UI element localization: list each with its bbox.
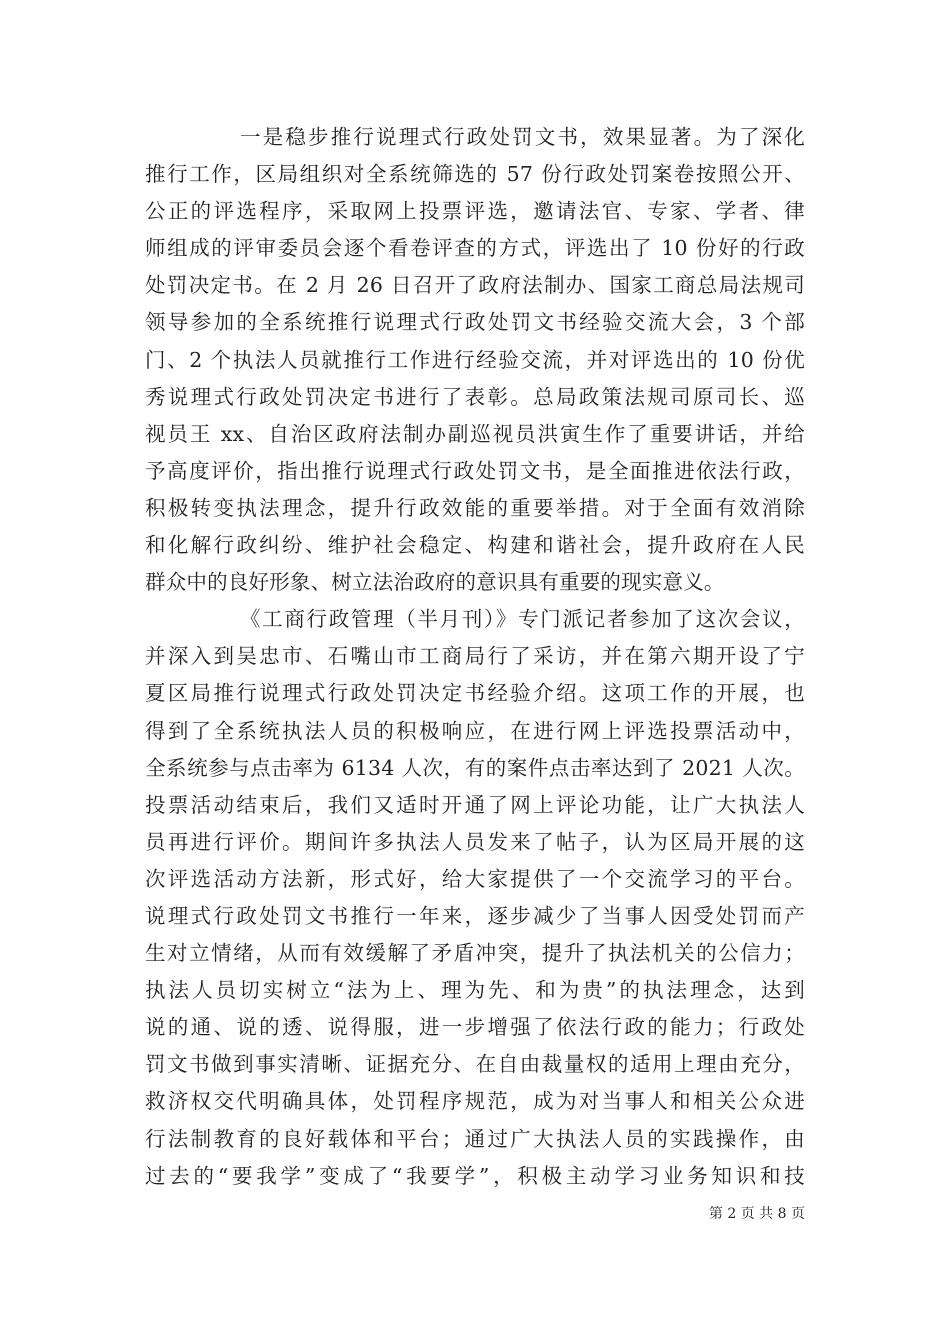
paragraph-line: 次评选活动方法新，形式好，给大家提供了一个交流学习的平台。 — [145, 866, 805, 891]
paragraph-line: 和化解行政纠纷、维护社会稳定、构建和谐社会，提升政府在人民 — [145, 533, 805, 558]
paragraph-line: 视员王 xx、自治区政府法制办副巡视员洪寅生作了重要讲话，并给 — [145, 421, 805, 446]
paragraph-line: 说的通、说的透、说得服，进一步增强了依法行政的能力；行政处 — [145, 1015, 805, 1040]
paragraph-line: 并深入到吴忠市、石嘴山市工商局行了采访，并在第六期开设了宁 — [145, 644, 805, 669]
paragraph-line: 罚文书做到事实清晰、证据充分、在自由裁量权的适用上理由充分， — [145, 1052, 805, 1077]
paragraph-line: 夏区局推行说理式行政处罚决定书经验介绍。这项工作的开展，也 — [145, 681, 805, 706]
paragraph-line: 积极转变执法理念，提升行政效能的重要举措。对于全面有效消除 — [145, 495, 805, 520]
paragraph-line: 执法人员切实树立“法为上、理为先、和为贵”的执法理念，达到 — [145, 978, 805, 1003]
paragraph-line: 门、2 个执法人员就推行工作进行经验交流，并对评选出的 10 份优 — [145, 347, 805, 372]
paragraph-line: 救济权交代明确具体，处罚程序规范，成为对当事人和相关公众进 — [145, 1089, 805, 1114]
paragraph-line: 处罚决定书。在 2 月 26 日召开了政府法制办、国家工商总局法规司 — [145, 273, 805, 298]
paragraph-line: 生对立情绪，从而有效缓解了矛盾冲突，提升了执法机关的公信力； — [145, 941, 805, 966]
paragraph-line: 推行工作，区局组织对全系统筛选的 57 份行政处罚案卷按照公开、 — [145, 162, 805, 187]
paragraph-line: 投票活动结束后，我们又适时开通了网上评论功能，让广大执法人 — [145, 792, 805, 817]
paragraph-line: 全系统参与点击率为 6134 人次，有的案件点击率达到了 2021 人次。 — [145, 755, 805, 780]
paragraph-line: 予高度评价，指出推行说理式行政处罚文书，是全面推进依法行政， — [145, 458, 805, 483]
paragraph-line: 秀说理式行政处罚决定书进行了表彰。总局政策法规司原司长、巡 — [145, 384, 805, 409]
paragraph-line: 说理式行政处罚文书推行一年来，逐步减少了当事人因受处罚而产 — [145, 903, 805, 928]
paragraph-line: 得到了全系统执法人员的积极响应，在进行网上评选投票活动中， — [145, 718, 805, 743]
paragraph-line: 过去的“要我学”变成了“我要学”，积极主动学习业务知识和技 — [145, 1163, 805, 1188]
paragraph-line: 领导参加的全系统推行说理式行政处罚文书经验交流大会，3 个部 — [145, 310, 805, 335]
page-number-footer: 第 2 页 共 8 页 — [708, 1206, 805, 1222]
body-text — [145, 119, 805, 1195]
paragraph-line: 员再进行评价。期间许多执法人员发来了帖子，认为区局开展的这 — [145, 829, 805, 854]
paragraph-line: 师组成的评审委员会逐个看卷评查的方式，评选出了 10 份好的行政 — [145, 236, 805, 261]
paragraph-line: 公正的评选程序，采取网上投票评选，邀请法官、专家、学者、律 — [145, 199, 805, 224]
paragraph-line: 群众中的良好形象、树立法治政府的意识具有重要的现实意义。 — [145, 570, 725, 595]
paragraph-line: 一是稳步推行说理式行政处罚文书，效果显著。为了深化 — [240, 125, 805, 149]
paragraph-line: 《工商行政管理（半月刊）》专门派记者参加了这次会议， — [240, 607, 805, 632]
paragraph-line: 行法制教育的良好载体和平台；通过广大执法人员的实践操作，由 — [145, 1126, 805, 1151]
